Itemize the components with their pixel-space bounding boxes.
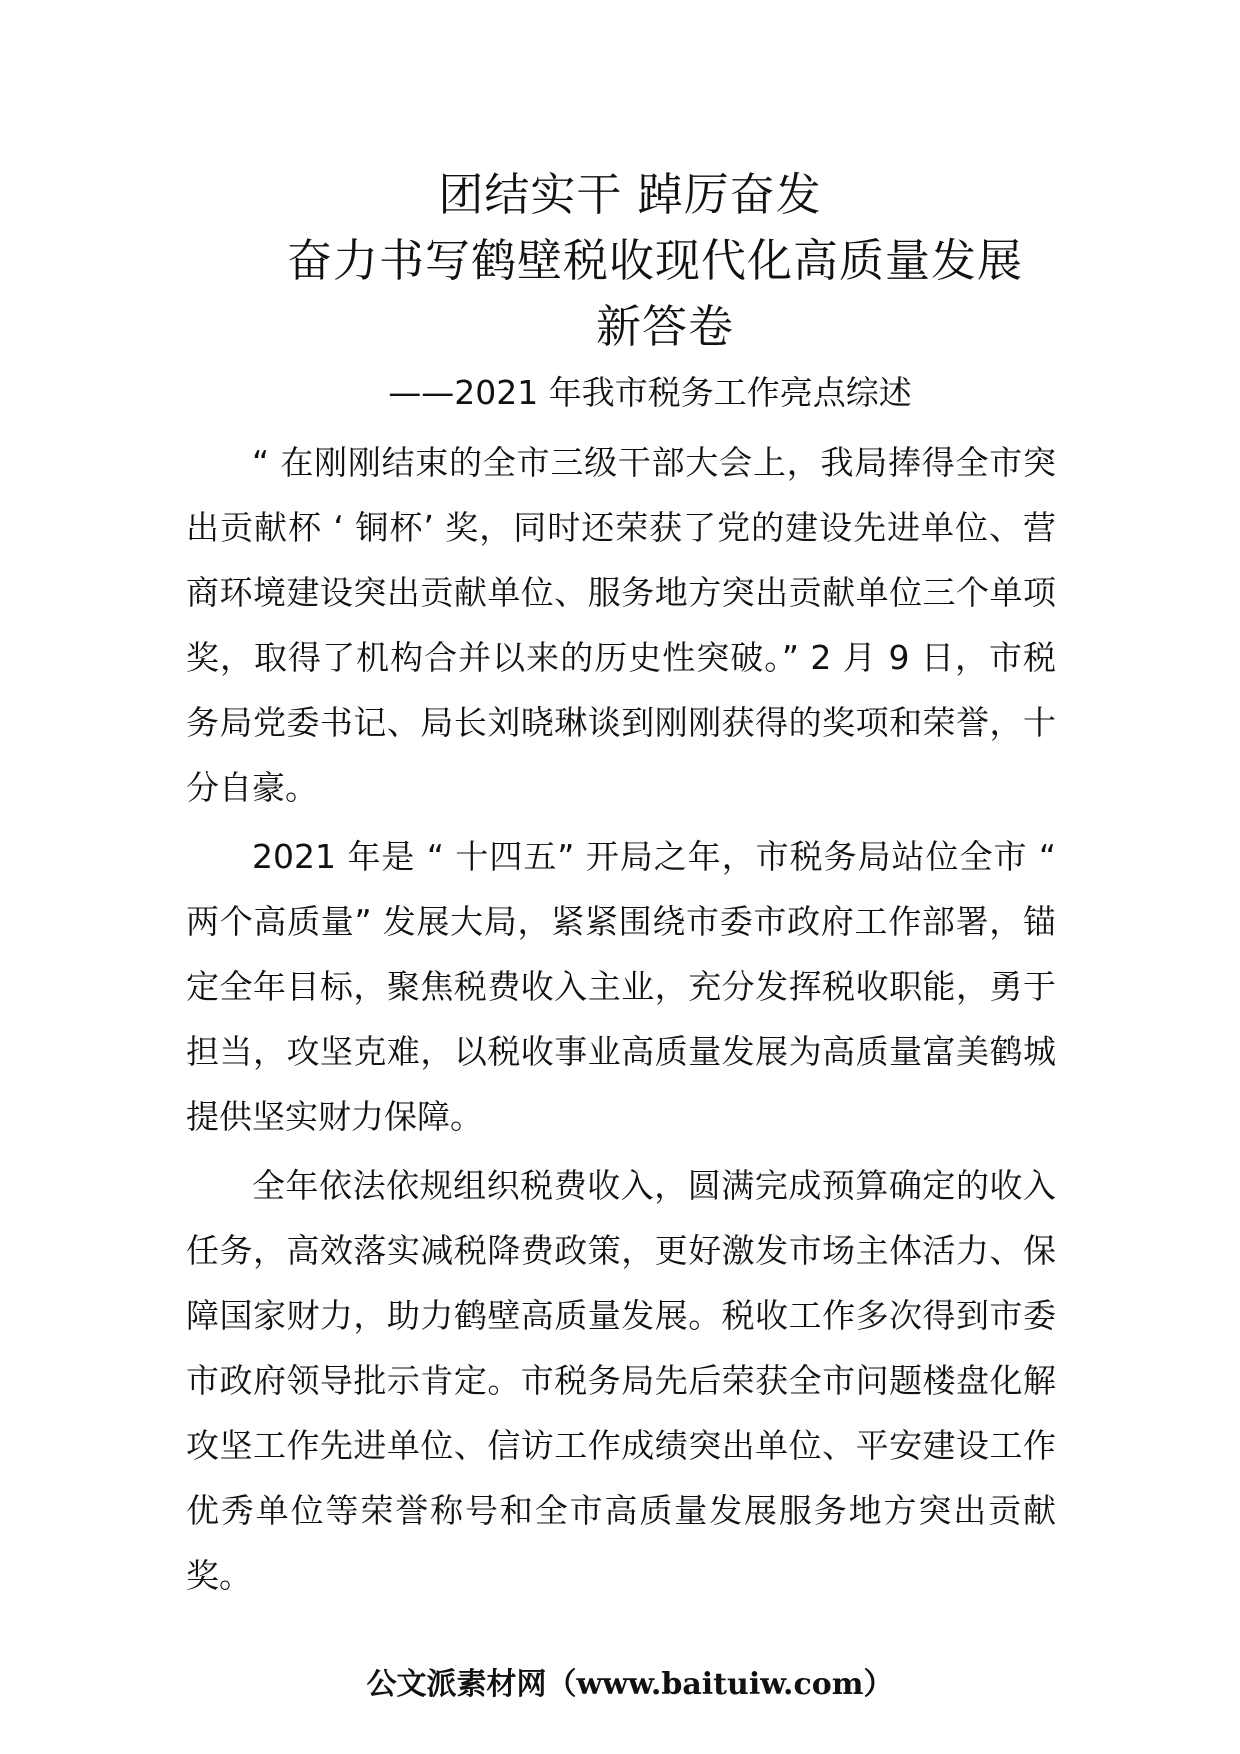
body-paragraph-2: 2021 年是 “ 十四五” 开局之年，市税务局站位全市 “ 两个高质量” 发展大局，紧紧围绕市委市政府工作部署，锚定全年目标，聚焦税费收入主业，充分发挥税收职能，勇于担当，攻坚克难，以税收事业高质量发展为高质量富美鹤城提供坚实财力保障。 <box>186 837 1056 1136</box>
article-title <box>0 162 1240 360</box>
source-footer: 公文派素材网（www.baituiw.com） <box>366 1667 894 1702</box>
body-paragraph-3: 全年依法依规组织税费收入，圆满完成预算确定的收入任务，高效落实减税降费政策，更好激发市场主体活力、保障国家财力，助力鹤壁高质量发展。税收工作多次得到市委市政府领导批示肯定。市税务局先后荣获全市问题楼盘化解攻坚工作先进单位、信访工作成绩突出单位、平安建设工作优秀单位等荣誉称号和全市高质量发展服务地方突出贡献奖。 <box>186 1166 1056 1595</box>
article-body <box>186 430 1056 1612</box>
title-line-3: 新答卷 <box>595 300 734 353</box>
title-line-2: 奋力书写鹤壁税收现代化高质量发展 <box>286 234 1023 287</box>
title-line-1: 团结实干 踔厉奋发 <box>438 168 822 221</box>
body-paragraph-1: “ 在刚刚结束的全市三级干部大会上，我局捧得全市突出贡献杯 ‘ 铜杯’ 奖，同时还荣获了党的建设先进单位、营商环境建设突出贡献单位、服务地方突出贡献单位三个单项奖，取得了机构合并以来的历史性突破。” 2 月 9 日，市税务局党委书记、局长刘晓琳谈到刚刚获得的奖项和荣誉，十分自豪。 <box>186 443 1056 807</box>
article-subtitle: ——2021 年我市税务工作亮点综述 <box>388 373 912 412</box>
